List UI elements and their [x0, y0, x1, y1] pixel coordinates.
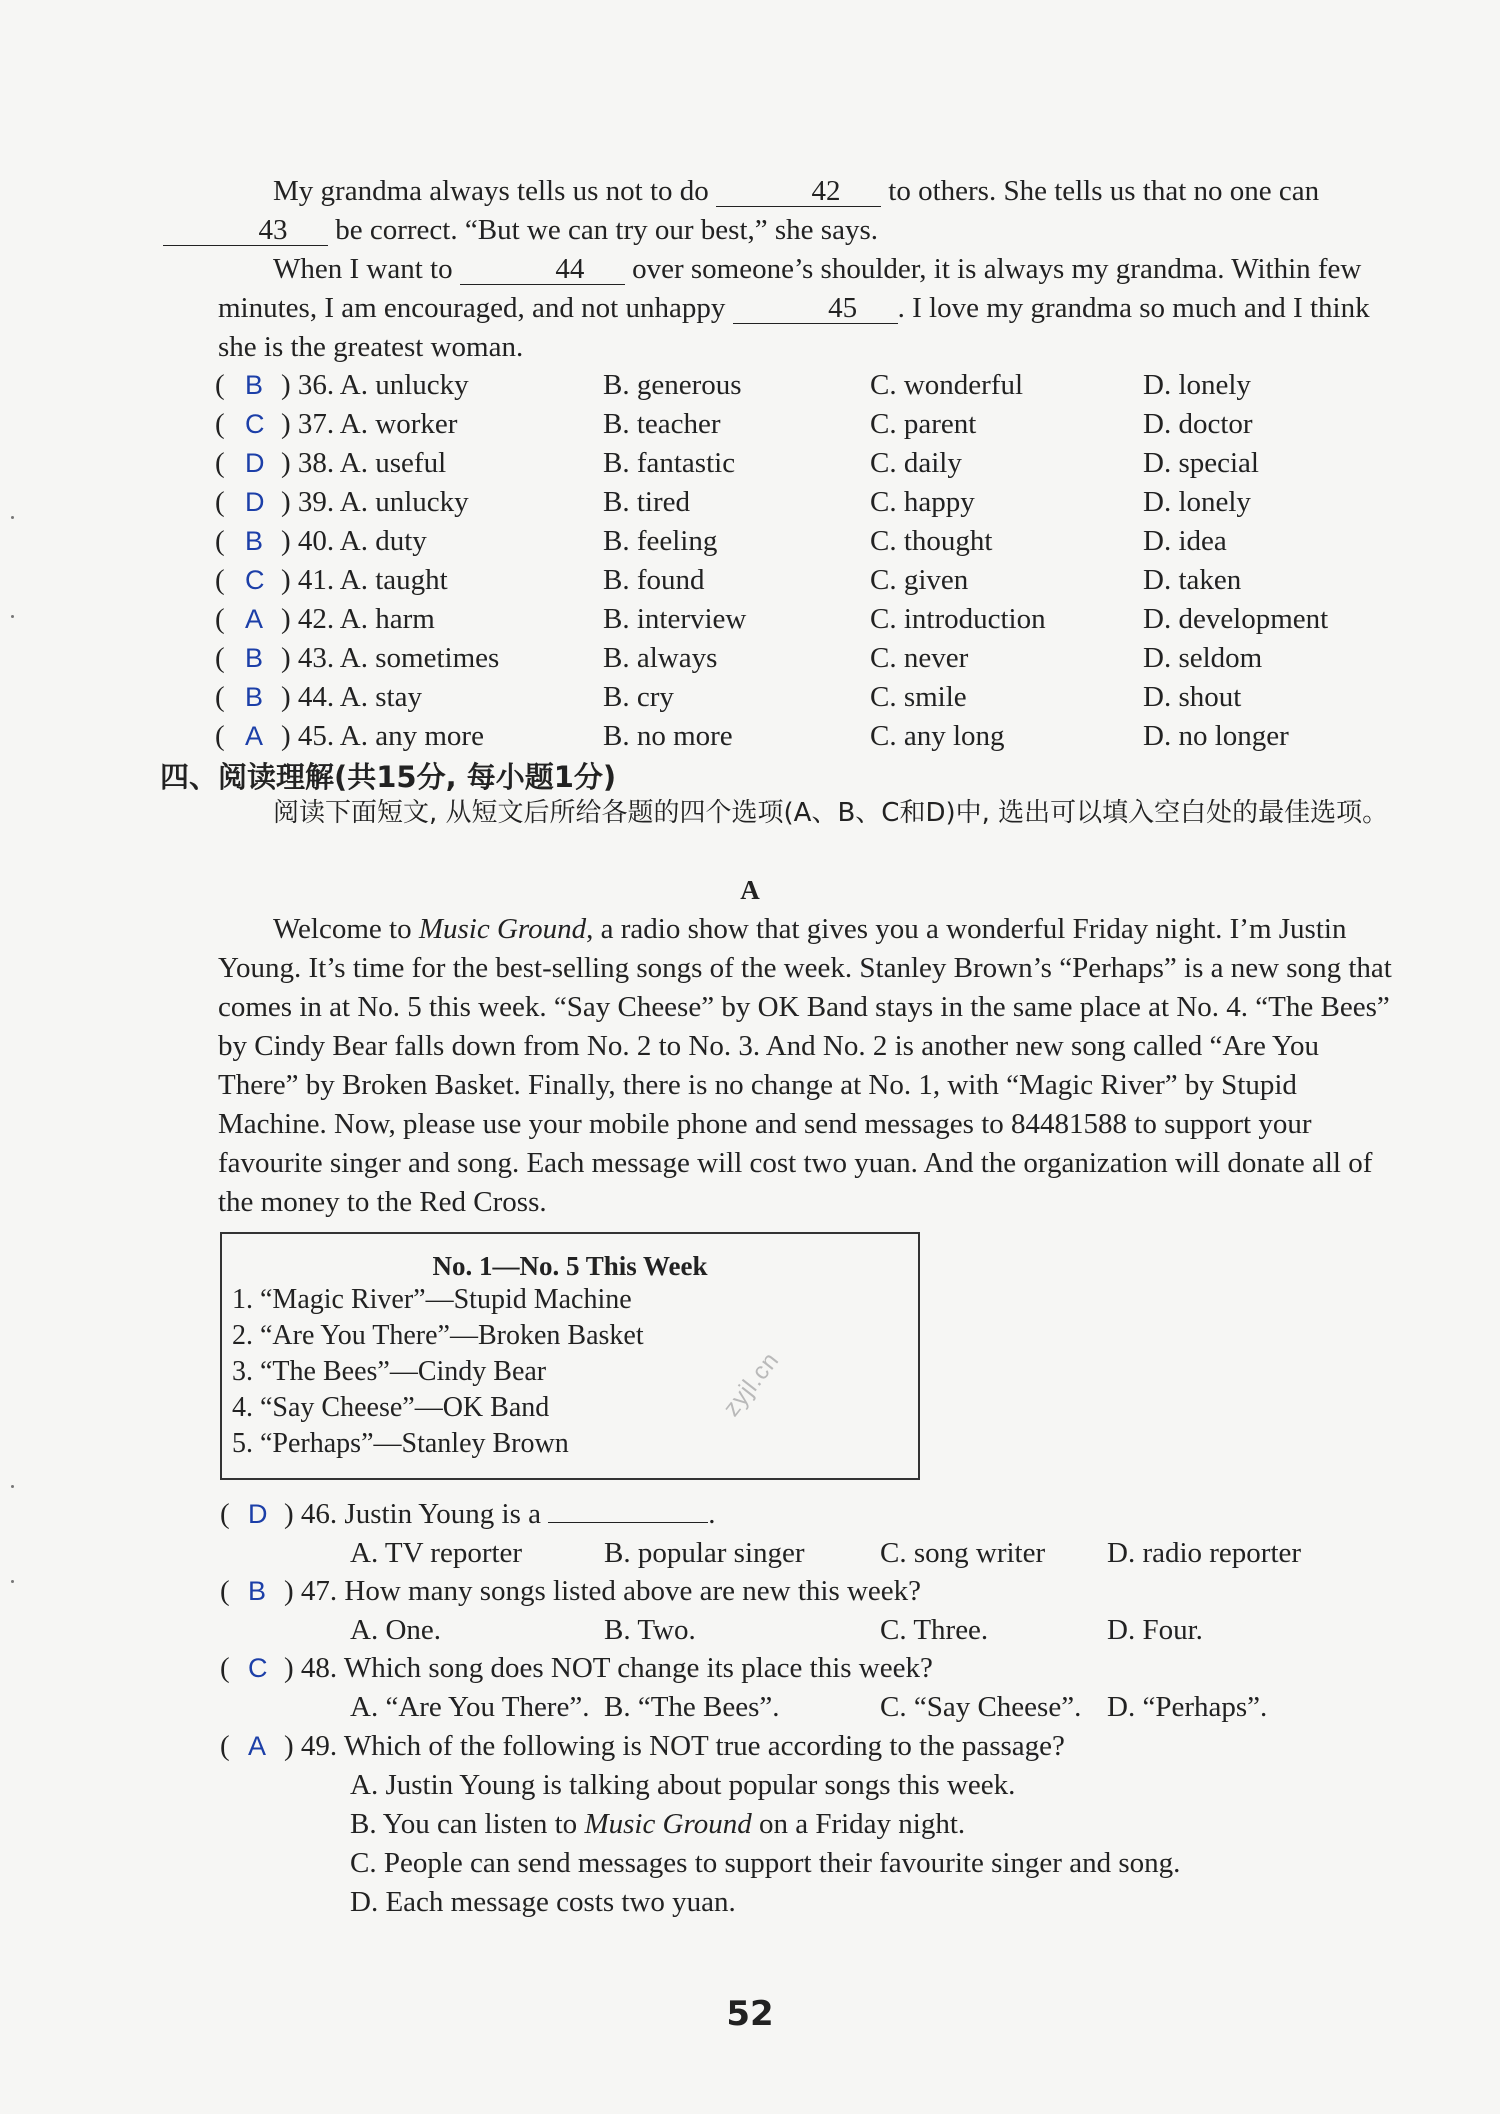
answer-letter: B	[245, 370, 264, 400]
answer-letter: C	[245, 565, 265, 595]
watermark: zyjl.cn	[718, 1346, 785, 1422]
ranking-row: 1. “Magic River”—Stupid Machine	[232, 1284, 632, 1315]
cloze-text: to others. She tells us that no one can	[888, 175, 1320, 207]
option-a: A. One.	[350, 1614, 442, 1646]
option-a: A. “Are You There”.	[350, 1691, 590, 1723]
blank-44: 44	[460, 254, 625, 285]
answer-letter: B	[248, 1576, 267, 1606]
option-d: D. Each message costs two yuan.	[350, 1886, 736, 1918]
answer-letter: B	[245, 643, 264, 673]
option-c: C. Three.	[880, 1614, 989, 1646]
option-b: B. You can listen to Music Ground on a Friday night.	[350, 1808, 966, 1840]
option-d: D. radio reporter	[1107, 1537, 1302, 1569]
ranking-row: 3. “The Bees”—Cindy Bear	[232, 1356, 547, 1387]
blank-43: 43	[163, 215, 328, 246]
option-d: D. Four.	[1107, 1614, 1203, 1646]
cloze-paragraph-1	[218, 172, 1393, 250]
option-a: A. Justin Young is talking about popular songs this week.	[350, 1769, 1016, 1801]
cloze-paragraph-2	[218, 250, 1393, 367]
page-number: 52	[726, 1994, 774, 2034]
answer-letter: B	[245, 526, 264, 556]
option-b: B. Two.	[604, 1614, 696, 1646]
section-heading: 四、阅读理解(共15分, 每小题1分)	[160, 760, 617, 794]
section-instruction: 阅读下面短文, 从短文后所给各题的四个选项(A、B、C和D)中, 选出可以填入空白处的最佳选项。	[273, 798, 1389, 828]
answer-letter: C	[245, 409, 265, 439]
scan-speck	[11, 516, 14, 519]
blank-45: 45	[733, 293, 898, 324]
blank-42: 42	[716, 176, 881, 207]
ranking-title: No. 1—No. 5 This Week	[432, 1251, 708, 1281]
ranking-box	[220, 1232, 920, 1480]
scan-speck	[11, 615, 14, 618]
answer-letter: C	[248, 1653, 268, 1683]
answer-letter: D	[248, 1499, 268, 1529]
ranking-row: 5. “Perhaps”—Stanley Brown	[232, 1428, 569, 1459]
answer-letter: D	[245, 487, 265, 517]
cloze-text: . I love my grandma so much and I think she is the greatest woman.	[218, 292, 1370, 363]
cloze-text: My grandma always tells us not to do	[273, 175, 709, 207]
passage-label: A	[740, 875, 760, 905]
cloze-text: When I want to	[273, 253, 453, 285]
cloze-text: over someone’s shoulder, it is always my grandma. Within few minutes, I am encouraged, and not unhappy	[218, 253, 1362, 324]
scan-speck	[11, 1485, 14, 1488]
option-a: A. TV reporter	[350, 1537, 523, 1569]
answer-letter: A	[245, 604, 264, 634]
option-c: C. song writer	[880, 1537, 1046, 1569]
answer-letter: B	[245, 682, 264, 712]
ranking-row: 2. “Are You There”—Broken Basket	[232, 1320, 644, 1351]
answer-letter: D	[245, 448, 265, 478]
page: My grandma always tells us not to do 42 to others. She tells us that no one can 43 be correct. “But we can try our best,” she says. When I want to 44 over someone’s shoulder, it is always my grandma. Within few minutes, I am encouraged, and not unhappy 45 . I love my grandma so much and I think she is the greatest woman. ( B ) 36. A. unlucky B. generous C. wonderful D. lonely ( C ) 37. A. worker B. teacher C. parent D. doctor ( D ) 38. A. useful B. fantastic C. daily D. special ( D ) 39. A. unlucky B. tired C. happy D. lonely ( B ) 40. A. duty B. feeling C. thought D. idea ( C ) 41. A. taught B. found C. given D. taken ( A ) 42. A. harm B. interview C. introduction D. development ( B ) 43. A. sometimes B. always C. never D. seldom ( B ) 44. A. stay B. cry C. smile D. shout ( A ) 45. A. any more B. no more C. any long D. no longer 四、阅读理解(共15分, 每小题1分) 阅读下面短文, 从短文后所给各题的四个选项(A、B、C和D)中, 选出可以填入空白处的最佳选项。 A Welcome to Music Ground, a radio show that gives you a wonderful Friday night. I’m Justin Young. It’s time for the best-selling songs of the week. Stanley Brown’s “Perhaps” is a new song that comes in at No. 5 this week. “Say Cheese” by OK Band stays in the same place at No. 4. “The Bees” by Cindy Bear falls down from No. 2 to No. 3. And No. 2 is another new song called “Are You There” by Broken Basket. Finally, there is no change at No. 1, with “Magic River” by Stupid Machine. Now, please use your mobile phone and send messages to 84481588 to support your favourite singer and song. Each message will cost two yuan. And the organization will donate all of the money to the Red Cross. No. 1—No. 5 This Week 1. “Magic River”—Stupid Machine 2. “Are You There”—Broken Basket 3. “The Bees”—Cindy Bear 4. “Say Cheese”—OK Band 5. “Perhaps”—Stanley Brown zyjl.cn ( D ) 46. Justin Young is a . A. TV reporter B. popular singer C. song writer D. radio reporter ( B ) 47. How many songs listed above are new this week? A. One. B. Two. C. Three. D. Four. ( C ) 48. Which song does NOT change its place this week? A. “Are You There”. B. “The Bees”. C. “Say Cheese”. D. “Perhaps”. ( A ) 49. Which of the following is NOT true according to the passage? A. Justin Young is talking about popular songs this week. B. You can listen to Music Ground on a Friday night. C. People can send messages to support their favourite singer and song. D. Each message costs two yuan. 52	[0, 0, 1500, 2114]
answer-blank	[548, 1522, 708, 1523]
option-c: C. “Say Cheese”.	[880, 1691, 1082, 1723]
reading-passage: Welcome to Music Ground, a radio show that gives you a wonderful Friday night. I’m Justin Young. It’s time for the best-selling songs of the week. Stanley Brown’s “Perhaps” is a new song that comes in at No. 5 this week. “Say Cheese” by OK Band stays in the same place at No. 4. “The Bees” by Cindy Bear falls down from No. 2 to No. 3. And No. 2 is another new song called “Are You There” by Broken Basket. Finally, there is no change at No. 1, with “Magic River” by Stupid Machine. Now, please use your mobile phone and send messages to 84481588 to support your favourite singer and song. Each message will cost two yuan. And the organization will donate all of the money to the Red Cross.	[218, 913, 1392, 1218]
option-c: C. People can send messages to support their favourite singer and song.	[350, 1847, 1181, 1879]
option-b: B. popular singer	[604, 1537, 805, 1569]
show-name: Music Ground	[418, 913, 587, 945]
option-b: B. “The Bees”.	[604, 1691, 780, 1723]
answer-letter: A	[248, 1731, 267, 1761]
scan-speck	[11, 1580, 14, 1583]
cloze-text: be correct. “But we can try our best,” she says.	[335, 214, 878, 246]
answer-letter: A	[245, 721, 264, 751]
option-d: D. “Perhaps”.	[1107, 1691, 1268, 1723]
ranking-row: 4. “Say Cheese”—OK Band	[232, 1392, 550, 1423]
